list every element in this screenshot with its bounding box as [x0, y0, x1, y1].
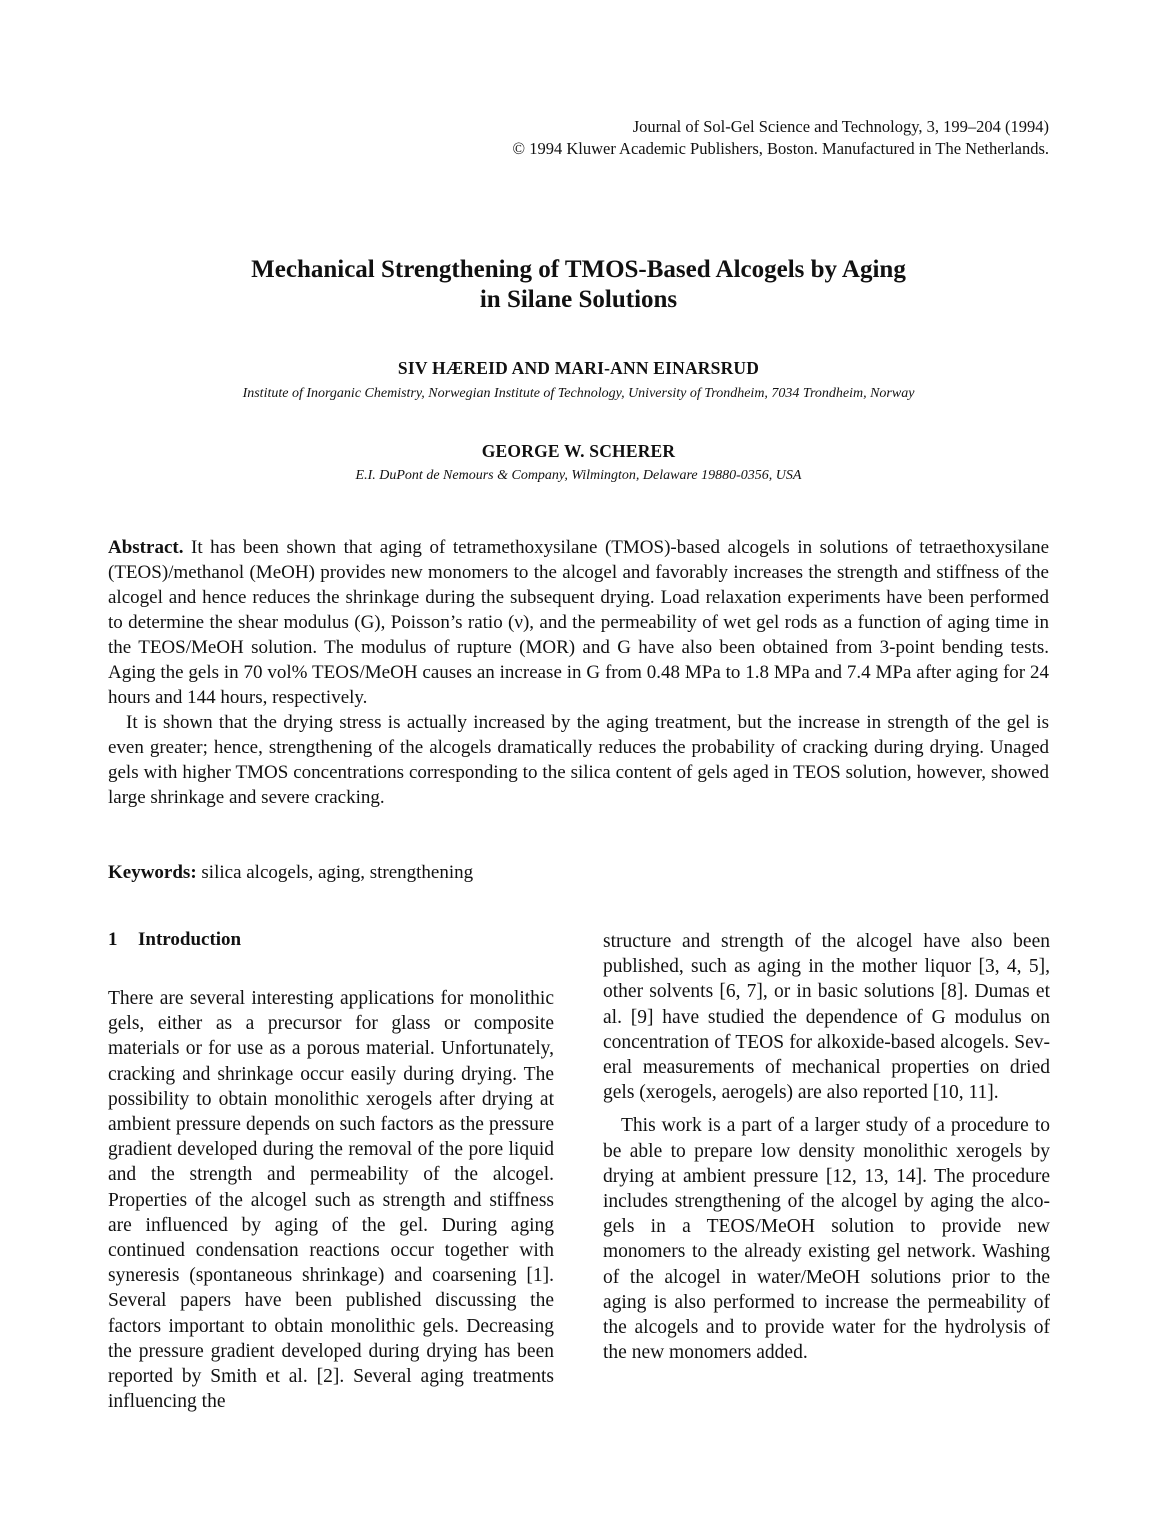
- title-line-1: Mechanical Strengthening of TMOS-Based Alcogels by Aging: [251, 256, 906, 283]
- section-heading: [108, 929, 241, 951]
- abstract-label: Abstract.: [108, 537, 184, 558]
- intro-paragraph-1: There are several interesting applications for monolithic gels, either as a precursor for glass or composite materials or for use as a porous material. Unfortunately, cracking and shrinkage occur easily during drying. The possibility to obtain monolithic xerogels after drying at ambient pressure depends on such factors as the pressure gradient developed during the removal of the pore liquid and the strength and permeability of the alcogel. Properties of the alcogel such as strength and stiffness are influenced by aging of the gel. During aging continued condensation reactions occur together with syneresis (spontaneous shrinkage) and coarsening [1]. Several papers have been published discussing the factors important to obtain monolithic gels. Decreasing the pressure gradient developed during drying has been reported by Smith et al. [2]. Several aging treatments influencing the: [108, 988, 554, 1413]
- title-line-2: in Silane Solutions: [479, 286, 678, 313]
- intro-paragraph-2: This work is a part of a larger study of a procedure to be able to prepare low density monolithic xerogels by drying at ambient pressure [12, 13, 14]. The procedure includes strengthening of the alcogel by aging the alcogels in a TEOS/MeOH solution to provide new monomers to the already existing gel network. Washing of the alcogel in water/MeOH solutions prior to the aging is also performed to increase the permeability of the alcogels and to provide water for the hydrolysis of the new monomers added.: [603, 1115, 1050, 1364]
- section-number: 1: [108, 929, 118, 950]
- author-names-1: SIV HÆREID AND MARI-ANN EINARSRUD: [397, 358, 760, 378]
- author-affiliation-1: Institute of Inorganic Chemistry, Norwegian Institute of Technology, University of Trondheim, 7034 Trondheim, Norway: [242, 386, 915, 401]
- journal-citation: Journal of Sol-Gel Science and Technology, 3, 199–204 (1994): [632, 117, 1049, 136]
- journal-header: [513, 116, 1049, 160]
- left-column: [108, 986, 554, 1414]
- section-title: Introduction: [138, 929, 242, 950]
- copyright-line: © 1994 Kluwer Academic Publishers, Boston. Manufactured in The Netherlands.: [512, 139, 1049, 158]
- keywords-label: Keywords:: [108, 862, 197, 883]
- right-column: [603, 929, 1050, 1365]
- abstract-paragraph-1: [108, 535, 1049, 710]
- keywords-text: silica alcogels, aging, strengthening: [201, 862, 474, 883]
- intro-paragraph-1-continued: structure and strength of the alcogel have also been published, such as aging in the mother liquor [3, 4, 5], other solvents [6, 7], or in basic solutions [8]. Dumas et al. [9] have studied the dependence of G modulus on concentration of TEOS for alkoxide-based alcogels. Several measurements of mechanical properties on dried gels (xerogels, aerogels) are also reported [10, 11].: [603, 931, 1050, 1104]
- paper-title: [0, 255, 1157, 315]
- author-affiliation-2: E.I. DuPont de Nemours & Company, Wilmington, Delaware 19880-0356, USA: [355, 468, 802, 483]
- abstract-text-1: It has been shown that aging of tetramethoxysilane (TMOS)-based alcogels in solutions of tetraethoxysilane (TEOS)/methanol (MeOH) provides new monomers to the alcogel and favorably increases the strength and stiffness of the alcogel and hence reduces the shrinkage during the subsequent drying. Load relaxation experiments have been performed to determine the shear modulus (G), Poisson’s ratio (ν), and the permeability of wet gel rods as a function of aging time in the TEOS/MeOH solution. The modulus of rupture (MOR) and G have also been obtained from 3-point bending tests. Aging the gels in 70 vol% TEOS/MeOH causes an increase in G from 0.48 MPa to 1.8 MPa and 7.4 MPa after aging for 24 hours and 144 hours, respectively.: [108, 537, 1050, 708]
- author-names-2: GEORGE W. SCHERER: [481, 441, 676, 461]
- abstract: [108, 535, 1049, 810]
- keywords: [108, 860, 473, 885]
- abstract-paragraph-2: It is shown that the drying stress is actually increased by the aging treatment, but the increase in strength of the gel is even greater; hence, strengthening of the alcogels dramatically reduces the probability of cracking during drying. Unaged gels with higher TMOS concentrations corresponding to the silica content of gels aged in TEOS solution, however, showed large shrinkage and severe cracking.: [108, 712, 1049, 808]
